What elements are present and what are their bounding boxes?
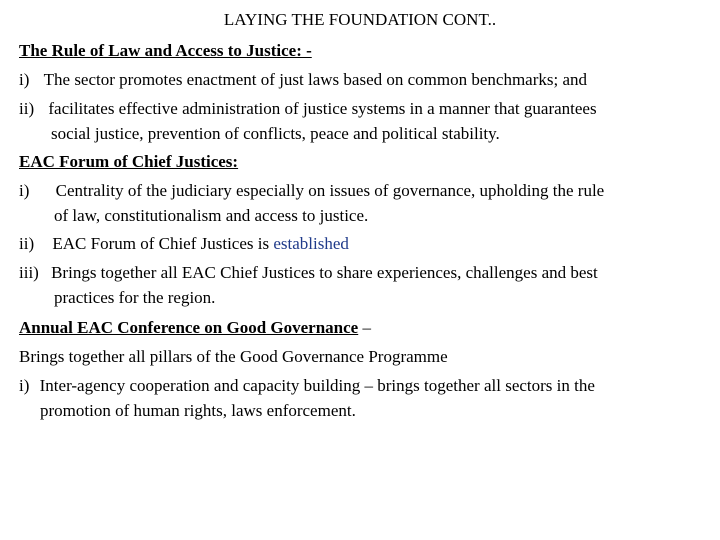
list-text: Inter-agency cooperation and capacity building – brings together all sectors in the bbox=[39, 376, 595, 395]
heading-dash: – bbox=[362, 318, 371, 337]
highlight-text: established bbox=[273, 234, 349, 253]
list-item bbox=[19, 376, 595, 396]
list-marker: ii) bbox=[19, 99, 35, 118]
list-text: EAC Forum of Chief Justices is bbox=[52, 234, 270, 253]
list-text: Centrality of the judiciary especially on issues of governance, upholding the rule bbox=[55, 181, 605, 200]
list-text-continuation: practices for the region. bbox=[54, 288, 216, 307]
list-item bbox=[19, 263, 598, 283]
list-text: facilitates effective administration of justice systems in a manner that guarantees bbox=[48, 99, 597, 118]
list-text-continuation: promotion of human rights, laws enforcement. bbox=[40, 401, 356, 420]
list-marker: i) bbox=[19, 181, 30, 200]
list-item bbox=[19, 234, 349, 254]
list-marker: i) bbox=[19, 70, 30, 89]
section-heading-row bbox=[19, 318, 371, 338]
list-text-continuation: social justice, prevention of conflicts, peace and political stability. bbox=[51, 124, 500, 143]
list-marker: i) bbox=[19, 376, 30, 395]
section-heading-conference: Annual EAC Conference on Good Governance bbox=[19, 318, 359, 337]
section-heading-forum-chief-justices: EAC Forum of Chief Justices: bbox=[19, 152, 239, 171]
list-item bbox=[19, 70, 587, 90]
list-marker: iii) bbox=[19, 263, 39, 282]
section-heading-rule-of-law: The Rule of Law and Access to Justice: - bbox=[19, 41, 312, 60]
list-item bbox=[19, 99, 597, 119]
list-marker: ii) bbox=[19, 234, 35, 253]
list-item bbox=[19, 181, 604, 201]
list-text-continuation: of law, constitutionalism and access to justice. bbox=[54, 206, 369, 225]
list-text: The sector promotes enactment of just laws based on common benchmarks; and bbox=[43, 70, 588, 89]
list-text: Brings together all EAC Chief Justices to share experiences, challenges and best bbox=[51, 263, 598, 282]
slide-title: LAYING THE FOUNDATION CONT.. bbox=[223, 10, 497, 29]
section-intro: Brings together all pillars of the Good Governance Programme bbox=[19, 347, 448, 366]
